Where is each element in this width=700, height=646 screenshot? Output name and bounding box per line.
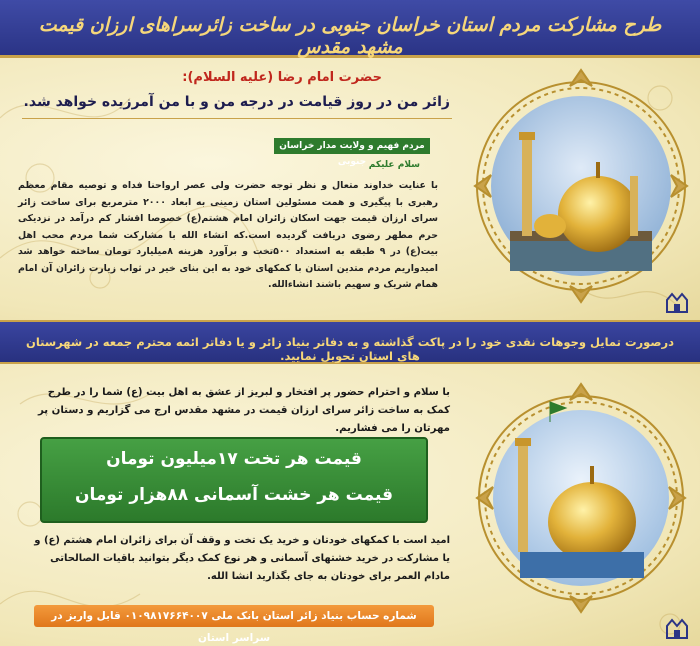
upper-body-text: با عنایت خداوند متعال و نظر توجه حضرت ولی عصر ارواحنا فداه و توصیه مقام معظم رهبری با پیگیری و همت مسئولین استان زمینی به ابعاد ۲۰۰۰ مترمربع برای ساخت زائر سرای ارزان قیمت جهت اسکان زائران امام هشتم(ع) خصوصا اقشار کم درآمد در نزدیکی حرم مطهر رضوی دریافت گردیده است.که انشاء الله با مشارکت شما مردم محب اهل بیت(ع) در ۹ طبقه به استعداد ۵۰۰تخت و برآورد هزینه ۸میلیارد تومان ساخته خواهد شد امیدواریم مردم متدین استان با کمکهای خود به این بنای خیر در ثواب زیارت زائران آن امام همام شریک و سهیم باشند انشاءالله. — [18, 180, 439, 290]
upper-panel — [0, 58, 700, 320]
price-box — [40, 437, 428, 523]
banner-title: طرح مشارکت مردم استان خراسان جنوبی در ساخت زائرسراهای ارزان قیمت مشهد مقدس — [38, 14, 662, 58]
greeting: سلام علیکم — [368, 160, 420, 170]
lower-panel — [0, 364, 700, 646]
brick-price: قیمت هر خشت آسمانی ۸۸هزار تومان — [74, 485, 394, 505]
top-banner — [0, 0, 700, 58]
instructions-text: درصورت تمایل وجوهات نقدی خود را در پاکت گذاشته و به دفاتر بنیاد زائر و یا دفاتر ائمه محترم جمعه در شهرستان های استان تحویل نمایید. — [26, 335, 674, 363]
middle-banner — [0, 320, 700, 364]
bed-price: قیمت هر تخت ۱۷میلیون تومان — [106, 449, 362, 469]
bank-account-bar: شماره حساب بنیاد زائر استان بانک ملی ۰۱۰۹۸۱۷۶۶۴۰۰۷ قابل واریز در سراسر استان — [34, 605, 434, 627]
shrine-medallion-image — [470, 66, 692, 306]
foundation-logo — [664, 616, 690, 642]
lower-closing-text: امید است با کمکهای خودتان و خرید یک تخت و وقف آن برای زائران امام هشتم (ع) و یا مشارکت در خرید خشتهای آسمانی و هر نوع کمک دیگر بتوانید باقیات الصالحاتی مادام العمر برای خودتان به جای بگذارید انشا الله. — [34, 535, 450, 582]
lower-intro-text: با سلام و احترام حضور پر افتخار و لبریز از عشق به اهل بیت (ع) شما را در طرح کمک به ساخت زائر سرای ارزان قیمت در مشهد مقدس ارج می گزاریم و دستان پر مهرتان را می فشاریم. — [37, 387, 450, 434]
hadith-text: زائر من در روز قیامت در درجه من و با من آمرزیده خواهد شد. — [23, 94, 450, 110]
foundation-logo — [664, 290, 690, 316]
audience-label: مردم فهیم و ولایت مدار خراسان جنوبی — [274, 138, 430, 154]
divider — [22, 118, 452, 119]
hadith-source: حضرت امام رضا (علیه السلام): — [182, 70, 382, 85]
shrine-medallion-image — [470, 382, 692, 614]
